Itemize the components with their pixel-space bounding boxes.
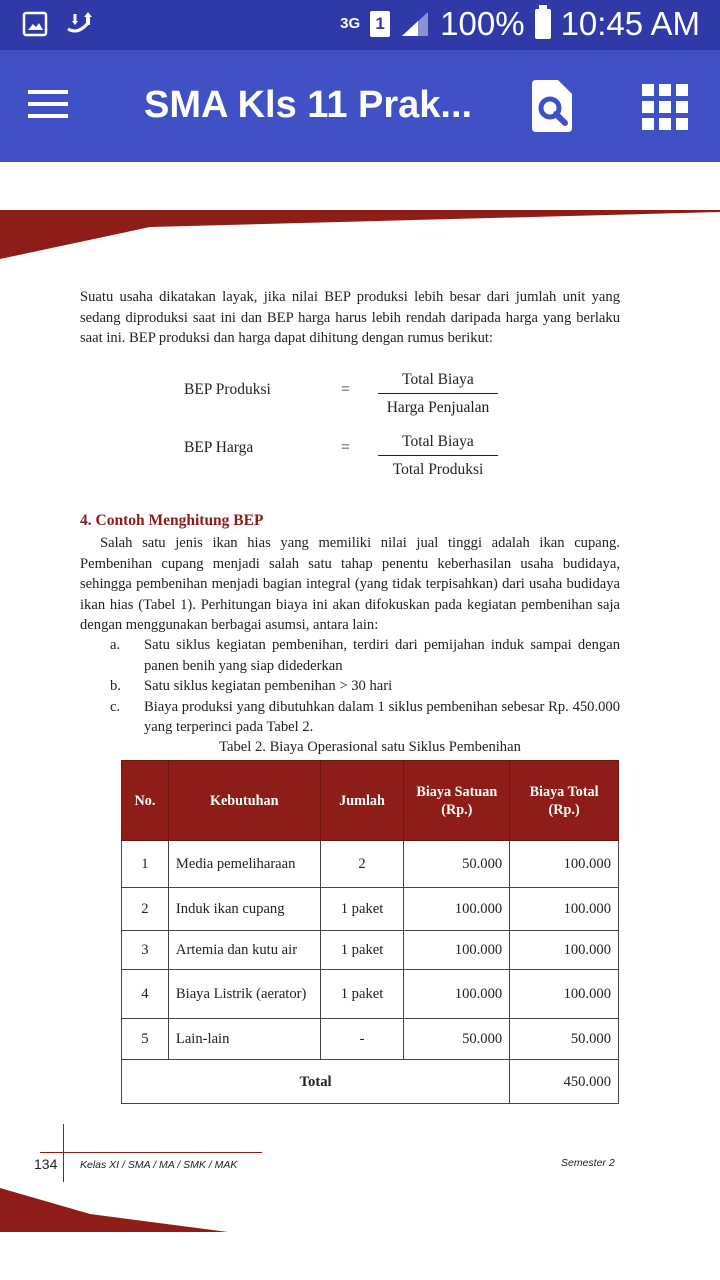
table-row <box>122 888 619 931</box>
table-cell: 100.000 <box>510 841 619 888</box>
grid-icon <box>642 84 654 96</box>
footer-divider-horizontal <box>40 1152 262 1153</box>
table-row <box>122 841 619 888</box>
table-header-row <box>122 761 619 841</box>
table-header: Biaya Satuan (Rp.) <box>404 761 510 841</box>
battery-percent: 100% <box>440 5 525 42</box>
table-cell: 2 <box>122 888 169 931</box>
formula-bep-harga-numerator: Total Biaya <box>378 433 498 456</box>
apps-grid-button[interactable] <box>642 84 688 130</box>
table-cell: 100.000 <box>404 888 510 931</box>
footer-divider-vertical <box>63 1124 64 1182</box>
table-cell: Lain-lain <box>168 1019 320 1060</box>
table-cell: 100.000 <box>404 931 510 970</box>
table-header: Jumlah <box>320 761 404 841</box>
table-cell: 100.000 <box>510 931 619 970</box>
document-search-icon <box>528 78 576 134</box>
list-marker: a. <box>110 637 121 653</box>
table-cell: 1 paket <box>320 970 404 1019</box>
table-header: No. <box>122 761 169 841</box>
section-heading: 4. Contoh Menghitung BEP <box>80 512 264 529</box>
formula-bep-harga-denominator: Total Produksi <box>392 461 484 478</box>
table-cell: 100.000 <box>510 888 619 931</box>
formula-bep-harga-fraction <box>378 433 498 479</box>
table-cell: 50.000 <box>404 1019 510 1060</box>
cost-table <box>121 760 619 1104</box>
app-title: SMA Kls 11 Prak... <box>144 84 473 126</box>
formula-bep-produksi-denominator: Harga Penjualan <box>386 399 490 416</box>
table-cell: 50.000 <box>510 1019 619 1060</box>
footer-class-label: Kelas XI / SMA / MA / SMK / MAK <box>80 1159 238 1171</box>
list-text: Satu siklus kegiatan pembenihan > 30 hari <box>144 678 393 695</box>
list-text: Satu siklus kegiatan pembenihan, terdiri dari pemijahan induk sampai dengan panen benih yang siap didederkan <box>144 637 620 674</box>
app-bar <box>0 50 720 162</box>
list-item <box>110 676 620 697</box>
status-bar <box>0 0 720 50</box>
table-header: Biaya Total (Rp.) <box>510 761 619 841</box>
table-cell: 1 paket <box>320 888 404 931</box>
table-cell: 100.000 <box>510 970 619 1019</box>
list-text: Biaya produksi yang dibutuhkan dalam 1 siklus pembenihan sebesar Rp. 450.000 yang terperinci pada Tabel 2. <box>144 698 620 736</box>
table-total-row <box>122 1060 619 1104</box>
table-row <box>122 931 619 970</box>
formula-bep-harga-label: BEP Harga <box>184 439 254 456</box>
network-type-label: 3G <box>340 15 361 32</box>
table-header: Kebutuhan <box>168 761 320 841</box>
table-cell: - <box>320 1019 404 1060</box>
menu-button[interactable] <box>28 90 68 120</box>
signal-icon <box>400 10 430 38</box>
table-caption: Tabel 2. Biaya Operasional satu Siklus Pembenihan <box>219 739 521 755</box>
table-cell: 50.000 <box>404 841 510 888</box>
table-cell: Media pemeliharaan <box>168 841 320 888</box>
table-cell: 4 <box>122 970 169 1019</box>
list-item <box>110 635 620 676</box>
table-cell: Artemia dan kutu air <box>168 931 320 970</box>
list-item <box>110 697 620 738</box>
table-cell: 5 <box>122 1019 169 1060</box>
table-total-label: Total <box>122 1060 510 1104</box>
formula-bep-produksi-numerator: Total Biaya <box>378 371 498 394</box>
table-cell: 3 <box>122 931 169 970</box>
battery-icon <box>535 9 551 39</box>
formula-bep-harga-equals: = <box>341 439 350 456</box>
footer-semester-label: Semester 2 <box>561 1157 615 1169</box>
sim-icon: 1 <box>370 11 390 37</box>
table-total-value: 450.000 <box>510 1060 619 1104</box>
section-paragraph: Salah satu jenis ikan hias yang memiliki nilai jual tinggi adalah ikan cupang. Pembenihan cupang menjadi salah satu tahap penentu keberhasilan usaha budidaya, sehingga pembenihan menjadi bagian integral (yang tidak terpisahkan) dari usaha budidaya ikan hias (Tabel 1). Perhitungan biaya ini akan difokuskan pada kegiatan pembenihan saja dengan menggunakan berbagai asumsi, antara lain: <box>80 535 620 634</box>
table-cell: 2 <box>320 841 404 888</box>
table-cell: 100.000 <box>404 970 510 1019</box>
document-search-button[interactable] <box>528 78 576 134</box>
clock: 10:45 AM <box>560 5 700 42</box>
list-marker: b. <box>110 678 121 695</box>
formula-bep-produksi-equals: = <box>341 381 350 398</box>
gallery-notification-icon <box>22 11 48 37</box>
hamburger-icon <box>28 90 68 94</box>
bottom-banner-decoration <box>0 1184 240 1234</box>
formula-bep-produksi-label: BEP Produksi <box>184 381 271 398</box>
page-number: 134 <box>34 1156 58 1172</box>
top-banner-decoration <box>0 207 720 267</box>
intro-paragraph: Suatu usaha dikatakan layak, jika nilai BEP produksi lebih besar dari jumlah unit yang sedang diproduksi saat ini dan BEP harga harus lebih rendah daripada harga yang berlaku saat ini. BEP produksi dan harga dapat dihitung dengan rumus berikut: <box>80 289 620 347</box>
table-cell: 1 paket <box>320 931 404 970</box>
table-cell: Biaya Listrik (aerator) <box>168 970 320 1019</box>
table-cell: Induk ikan cupang <box>168 888 320 931</box>
document-page[interactable] <box>0 162 720 1280</box>
assumption-list <box>110 635 620 738</box>
list-marker: c. <box>110 698 121 715</box>
table-row <box>122 970 619 1019</box>
formula-bep-produksi-fraction <box>378 371 498 417</box>
download-update-icon <box>64 11 96 37</box>
table-row <box>122 1019 619 1060</box>
table-cell: 1 <box>122 841 169 888</box>
